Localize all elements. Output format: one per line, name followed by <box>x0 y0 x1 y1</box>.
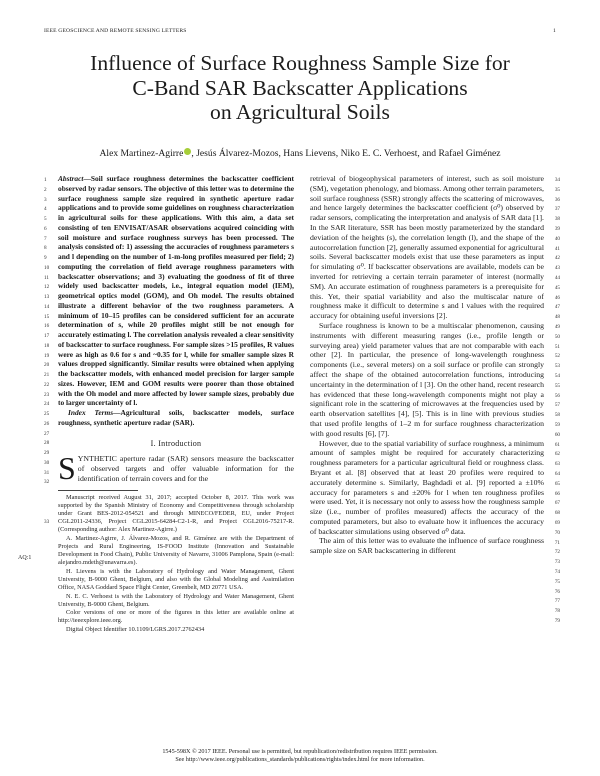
line-number: 4 <box>44 206 47 213</box>
line-number: 65 <box>554 480 560 487</box>
line-number: 10 <box>44 264 50 271</box>
line-number: 71 <box>554 539 560 546</box>
line-number: 77 <box>554 598 560 605</box>
line-number: 78 <box>554 608 560 615</box>
line-number: 19 <box>44 352 50 359</box>
line-number: 67 <box>554 500 560 507</box>
line-number: 60 <box>554 431 560 438</box>
line-number: 62 <box>554 451 560 458</box>
line-number: 46 <box>554 294 560 301</box>
line-number: 36 <box>554 196 560 203</box>
right-column <box>310 174 544 556</box>
line-number: 40 <box>554 235 560 242</box>
line-number: 21 <box>44 372 50 378</box>
line-number: 43 <box>554 265 560 272</box>
line-number: 13 <box>44 294 50 300</box>
line-number: 72 <box>554 549 560 556</box>
line-number: 39 <box>554 226 560 232</box>
abstract <box>58 174 294 408</box>
line-number: 73 <box>554 559 560 566</box>
line-number: 68 <box>554 510 560 517</box>
line-number: 27 <box>44 430 50 437</box>
line-number: 9 <box>44 255 47 261</box>
index-terms-text: —Agricultural soils, backscatter models, surface roughness, synthetic aperture radar (SAR). <box>58 408 295 427</box>
journal-name: IEEE GEOSCIENCE AND REMOTE SENSING LETTERS <box>44 28 187 34</box>
line-number: 31 <box>44 469 50 476</box>
line-number: 52 <box>554 353 560 360</box>
line-number: 25 <box>44 411 50 417</box>
author-query-mark: AQ:1 <box>18 555 32 561</box>
line-number: 17 <box>44 333 50 339</box>
line-number: 3 <box>44 196 47 203</box>
line-number: 45 <box>554 284 560 291</box>
title-line: on Agricultural Soils <box>210 100 390 124</box>
line-number: 5 <box>44 216 47 222</box>
line-number: 26 <box>44 420 50 427</box>
line-number: 7 <box>44 235 47 242</box>
line-number: 23 <box>44 391 50 398</box>
running-header <box>44 28 556 40</box>
line-number: 37 <box>554 206 560 213</box>
title-line: Influence of Surface Roughness Sample Size for <box>90 51 510 75</box>
footnote: Digital Object Identifier 10.1109/LGRS.2017.2762434 <box>66 626 205 634</box>
body-paragraph: Surface roughness is known to be a multiscalar phenomenon, causing instruments with different measuring ranges (i.e., profile length or surveying area) yield parameter values that are not comparable with each other [2]. In particular, the presence of long-wavelength roughness components (i.e., several meters) on a soil surface or profile can strongly affect the shape of the obtained autocorrelation functions, introducing uncertainty in the determination of l [3]. On the other hand, recent research has evidenced that these long-wavelength components might not play a significant role in the scattering of microwaves at the frequencies used by earth observation satellites [4], [5]. This is in line with previous studies that used profile lengths of 1–2 m for surface roughness characterization with good results [6], [7]. <box>310 320 544 438</box>
line-number: 75 <box>554 578 560 585</box>
intro-text: aperture radar (SAR) sensors measure the backscatter of observed targets and offer valuable information for the identification of terrain covers and for the <box>77 454 294 484</box>
line-number: 49 <box>554 324 560 330</box>
line-number: 30 <box>44 459 50 466</box>
line-number: 24 <box>44 401 50 408</box>
line-number: 74 <box>554 569 560 575</box>
line-number: 11 <box>44 274 49 281</box>
line-number: 33 <box>44 519 50 525</box>
drop-cap: S <box>58 450 76 487</box>
footnote: Color versions of one or more of the figures in this letter are available online at http://ieeexplore.ieee.org. <box>58 609 294 625</box>
line-number: 61 <box>554 441 560 448</box>
line-number: 8 <box>44 245 47 252</box>
line-number: 66 <box>554 490 560 497</box>
footnote: Manuscript received August 31, 2017; accepted October 8, 2017. This work was supported by the Spanish Ministry of Economy and Competitiveness through scholarship under Grant BES-2012-054521 and through MINECO/FEDER, EU, under Project CGL2011-24336, Project CGL2015-64284-C2-1-R, and Project CGL2016-75217-R. (Corresponding author: Alex Martinez-Agirre.) <box>58 494 294 534</box>
footnote: H. Lievens is with the Laboratory of Hydrology and Water Management, Ghent University, B-9000 Ghent, Belgium, and also with the Global Modeling and Assimilation Office, NASA Goddard Space Flight Center, Greenbelt, MD 20771 USA. <box>58 567 294 592</box>
title-line: C-Band SAR Backscatter Applications <box>132 75 468 100</box>
line-number: 63 <box>554 461 560 468</box>
body-paragraph: The aim of this letter was to evaluate the influence of surface roughness sample size on SAR backscattering in different <box>310 536 544 556</box>
line-number: 56 <box>554 392 560 399</box>
line-number: 47 <box>554 304 560 311</box>
line-number: 53 <box>554 363 560 370</box>
line-number: 76 <box>554 588 560 595</box>
footnote: A. Martinez-Agirre, J. Álvarez-Mozos, and R. Giménez are with the Department of Projects and Rural Engineering, IS-FOOD Institute (Innovation and Sustainable Development in Food Chain), Public University of Navarre, 31006 Pamplona, Spain (e-mail: alejandro.mdeth@unavarra.es). <box>58 534 294 567</box>
line-number: 6 <box>44 225 47 232</box>
rights-link-line: See http://www.ieee.org/publications_standards/publications/rights/index.html for more information. <box>175 756 425 763</box>
intro-caps: YNTHETIC <box>77 454 117 464</box>
line-number: 2 <box>44 186 47 193</box>
line-number: 32 <box>44 479 50 486</box>
abstract-label: Abstract <box>58 174 84 183</box>
line-number: 44 <box>554 275 560 281</box>
line-number: 34 <box>554 177 560 183</box>
line-number: 64 <box>554 471 560 477</box>
copyright-line: 1545-598X © 2017 IEEE. Personal use is permitted, but republication/redistribution requires IEEE permission. <box>162 748 438 755</box>
line-number: 35 <box>554 186 560 193</box>
line-number: 38 <box>554 216 560 223</box>
line-number: 50 <box>554 333 560 340</box>
index-terms <box>58 408 294 428</box>
line-number: 18 <box>44 342 50 349</box>
footnote: N. E. C. Verhoest is with the Laboratory of Hydrology and Water Management, Ghent University, B-9000 Ghent, Belgium. <box>58 592 294 608</box>
index-terms-label: Index Terms <box>68 408 114 417</box>
intro-paragraph <box>58 450 294 487</box>
line-number: 70 <box>554 529 560 536</box>
line-number: 22 <box>44 381 50 388</box>
line-number: 55 <box>554 382 560 389</box>
author-list <box>40 148 560 160</box>
first-author: Alex Martinez-Agirre <box>99 148 184 159</box>
line-number: 54 <box>554 373 560 379</box>
line-number: 1 <box>44 177 47 183</box>
line-number: 16 <box>44 323 50 330</box>
section-heading: I. Introduction <box>150 438 202 448</box>
abstract-text: —Soil surface roughness determines the backscatter coefficient observed by radar sensors. The objective of this letter was to determine the surface roughness sample size required in synthetic aperture radar applications and to provide some guidelines on roughness characterization in agricultural soils for these applications. With this aim, a data set consisting of ten ENVISAT/ASAR observations acquired coinciding with soil moisture and surface roughness surveys has been processed. The analysis consisted of: 1) assessing the accuracies of roughness parameters s and l depending on the number of 1-m-long profiles measured per field; 2) computing the correlation of field average roughness parameters with backscatter observations; and 3) evaluating the goodness of fit of three widely used backscatter models, i.e., integral equation model (IEM), geometrical optics model (GOM), and Oh model. The results obtained illustrate a different behavior of the two roughness parameters. A minimum of 10–15 profiles can be considered sufficient for an accurate determination of s, while 20 profiles might still be not enough for accurately estimating l. The correlation analysis revealed a clear sensitivity of backscatter to surface roughness. For sample sizes >15 profiles, R values were as high as 0.6 for s and ~0.35 for l, while for smaller sample sizes R values dropped significantly. Similar results were obtained when applying the backscatter models, with enhanced model precision for larger sample sizes. However, IEM and GOM results were poorer than those obtained with the Oh model and more affected by lower sample sizes, probably due to larger uncertainty of l. <box>58 174 294 408</box>
body-paragraph: However, due to the spatial variability of surface roughness, a minimum amount of samples might be required for accurately characterizing roughness parameters for a particular agricultural field or roughness class. Bryant et al. [8] observed that at least 20 profiles were required to accurately determine s. Similarly, Baghdadi et al. [9] reported a ±10% accuracy for parameters s and ±20% for l when ten roughness profiles were used. Yet, it is necessary not only to assess how the roughness sample size (i.e., number of profiles measured) affects the accuracy of the computed parameters, but also to evaluate how it influences the accuracy of backscatter simulations using observed σ⁰ data. <box>310 438 544 536</box>
line-number: 41 <box>554 245 560 252</box>
line-number: 42 <box>554 255 560 262</box>
footnotes <box>58 494 294 634</box>
line-number: 28 <box>44 440 50 447</box>
other-authors: , Jesús Álvarez-Mozos, Hans Lievens, Niko E. C. Verhoest, and Rafael Giménez <box>191 148 501 159</box>
page-number: 1 <box>553 28 556 34</box>
paper-title <box>40 51 560 125</box>
footnote-rule <box>58 490 138 491</box>
body-paragraph: retrieval of biogeophysical parameters of interest, such as soil moisture (SM), vegetation phenology, and biomass. Among other terrain parameters, soil surface roughness (SSR) strongly affects the scattering of microwaves, and hence largely determines the backscatter coefficient (σ⁰) observed by radar sensors, complicating the interpretation and analysis of SAR data [1]. In the SAR literature, SSR has been mostly parameterized by the standard deviation of the heights (s), the correlation length (l), and the shape of the autocorrelation function [2], generally assumed exponential for agricultural soils. Several backscatter models exist that use these parameters as input for simulating σ⁰. If backscatter observations are available, models can be inverted for retrieving a certain terrain parameter of interest (normally SM). An accurate estimation of roughness parameters is a prerequisite for this. Yet, their spatial variability and also the multiscalar nature of roughness make it difficult to determine s and l values with the required accuracy for obtaining useful inversions [2]. <box>310 174 544 321</box>
line-number: 59 <box>554 422 560 428</box>
line-number: 15 <box>44 313 50 320</box>
line-number: 69 <box>554 520 560 526</box>
line-number: 20 <box>44 362 50 369</box>
line-number: 57 <box>554 402 560 409</box>
line-number: 12 <box>44 284 50 291</box>
line-number: 58 <box>554 412 560 419</box>
left-column <box>58 174 294 635</box>
line-number: 48 <box>554 314 560 321</box>
line-number: 51 <box>554 343 560 350</box>
line-number: 29 <box>44 450 50 456</box>
line-number: 14 <box>44 303 50 310</box>
line-number: 79 <box>554 618 560 624</box>
